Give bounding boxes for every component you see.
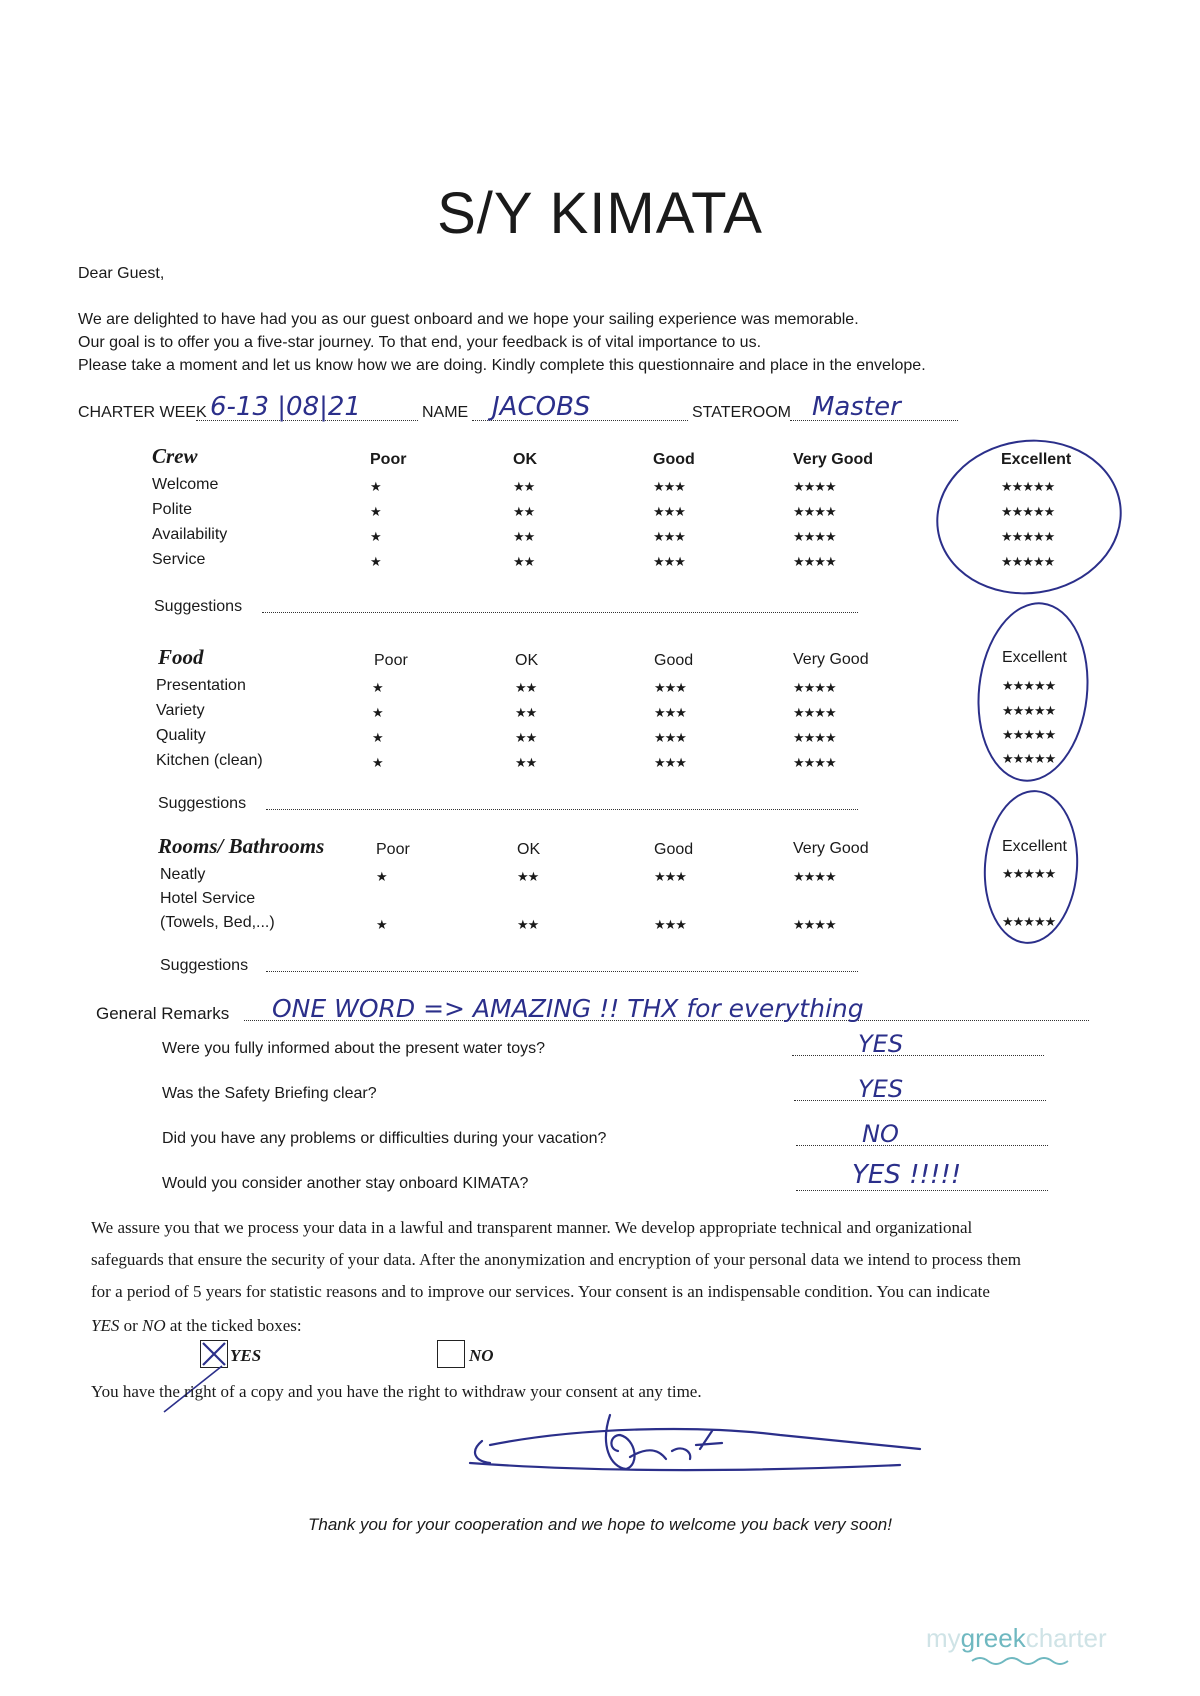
star-rating[interactable]: ★ [370,529,381,544]
charter-week-field[interactable]: 6-13 |08|21 [210,392,361,422]
food-item-variety: Variety [156,702,205,719]
general-remarks-label: General Remarks [96,1004,230,1023]
answer-water-toys[interactable]: YES [858,1030,904,1058]
stateroom-field[interactable]: Master [812,392,901,422]
crew-item-welcome: Welcome [152,476,219,493]
name-field[interactable]: JACOBS [492,392,591,422]
food-item-presentation: Presentation [156,677,246,694]
star-rating[interactable]: ★★ [515,755,537,770]
star-rating[interactable]: ★ [372,705,383,720]
star-rating[interactable]: ★★★★ [793,554,836,569]
question-problems: Did you have any problems or difficulties during your vacation? [162,1130,607,1147]
intro-line-1: We are delighted to have had you as our guest onboard and we hope your sailing experience was memorable. [78,311,859,328]
document-title: S/Y KIMATA [437,181,763,246]
charter-week-label: CHARTER WEEK [78,404,207,421]
star-rating[interactable]: ★ [370,479,381,494]
signature-image [460,1405,930,1485]
star-rating[interactable]: ★★ [517,917,539,932]
crew-header-poor: Poor [370,451,407,468]
food-item-kitchen: Kitchen (clean) [156,752,263,769]
star-rating[interactable]: ★★★ [653,529,685,544]
question-water-toys: Were you fully informed about the present water toys? [162,1040,546,1057]
rooms-suggestions-label: Suggestions [160,957,249,974]
star-rating[interactable]: ★★★★★ [1002,727,1056,742]
consent-line-3: for a period of 5 years for statistic reasons and to improve our services. Your consent is an indispensable condition. You can indicate [91,1282,990,1301]
food-excellent-circle-mark [969,597,1097,788]
rooms-header-ok: OK [517,841,541,858]
rooms-item-towels-bed: (Towels, Bed,...) [160,914,275,931]
wave-icon [970,1656,1074,1666]
crew-section-title: Crew [152,444,198,468]
star-rating[interactable]: ★★★ [654,869,686,884]
food-header-good: Good [654,652,694,669]
question-safety-briefing: Was the Safety Briefing clear? [162,1085,377,1102]
rooms-header-good: Good [654,841,694,858]
star-rating[interactable]: ★★★★★ [1001,554,1055,569]
star-rating[interactable]: ★★★★★ [1002,703,1056,718]
consent-yes-label: YES [230,1346,262,1365]
rooms-item-neatly: Neatly [160,866,206,883]
rooms-excellent-circle-mark [979,787,1084,947]
crew-header-very-good: Very Good [793,451,874,468]
food-item-quality: Quality [156,727,206,744]
star-rating[interactable]: ★★★★ [793,680,836,695]
intro-line-3: Please take a moment and let us know how we are doing. Kindly complete this questionnaire and place in the envelope. [78,357,926,374]
food-header-poor: Poor [374,652,408,669]
answer-safety-briefing[interactable]: YES [858,1075,904,1103]
answer-problems[interactable]: NO [862,1120,899,1148]
food-header-excellent: Excellent [1002,649,1067,666]
answer-another-stay[interactable]: YES !!!!! [852,1160,962,1190]
star-rating[interactable]: ★★★★ [793,529,836,544]
star-rating[interactable]: ★★ [515,730,537,745]
rooms-suggestions-input[interactable] [266,971,858,972]
crew-suggestions-input[interactable] [262,612,858,613]
star-rating[interactable]: ★★ [513,554,535,569]
thank-you-note: Thank you for your cooperation and we hope to welcome you back very soon! [307,1515,892,1534]
star-rating[interactable]: ★★★ [654,755,686,770]
star-rating[interactable]: ★★★ [654,705,686,720]
star-rating[interactable]: ★★★★ [793,755,836,770]
question-another-stay: Would you consider another stay onboard KIMATA? [162,1175,529,1192]
star-rating[interactable]: ★ [370,504,381,519]
star-rating[interactable]: ★★★★★ [1002,914,1056,929]
star-rating[interactable]: ★★★★★ [1001,529,1055,544]
greeting: Dear Guest, [78,265,165,282]
star-rating[interactable]: ★★★ [653,504,685,519]
consent-line-4: YES or NO at the ticked boxes: [91,1316,302,1335]
star-rating[interactable]: ★ [376,917,387,932]
star-rating[interactable]: ★★★★ [793,869,836,884]
star-rating[interactable]: ★★★ [653,479,685,494]
star-rating[interactable]: ★★★★ [793,705,836,720]
watermark-logo: mygreekcharter [926,1623,1107,1653]
star-rating[interactable]: ★ [372,730,383,745]
star-rating[interactable]: ★★★★ [793,479,836,494]
stateroom-label: STATEROOM [692,404,791,421]
star-rating[interactable]: ★★ [515,705,537,720]
crew-excellent-circle-mark [926,428,1132,606]
star-rating[interactable]: ★★ [517,869,539,884]
intro-line-2: Our goal is to offer you a five-star journey. To that end, your feedback is of vital importance to us. [78,334,762,351]
rooms-header-very-good: Very Good [793,840,869,857]
food-suggestions-input[interactable] [266,809,858,810]
crew-item-service: Service [152,551,206,568]
star-rating[interactable]: ★★★ [653,554,685,569]
star-rating[interactable]: ★★★★★ [1002,678,1056,693]
star-rating[interactable]: ★★★ [654,680,686,695]
star-rating[interactable]: ★★★★ [793,917,836,932]
crew-header-ok: OK [513,451,537,468]
star-rating[interactable]: ★ [376,869,387,884]
star-rating[interactable]: ★★ [515,680,537,695]
star-rating[interactable]: ★★★ [654,730,686,745]
consent-line-1: We assure you that we process your data in a lawful and transparent manner. We develop appropriate technical and organizational [91,1218,973,1237]
star-rating[interactable]: ★★★★ [793,504,836,519]
star-rating[interactable]: ★★★★ [793,730,836,745]
rooms-item-hotel-service: Hotel Service [160,890,256,907]
food-suggestions-label: Suggestions [158,795,247,812]
crew-header-excellent: Excellent [1001,451,1072,468]
food-header-ok: OK [515,652,539,669]
star-rating[interactable]: ★★★★★ [1002,866,1056,881]
crew-item-polite: Polite [152,501,193,518]
star-rating[interactable]: ★★★★★ [1001,479,1055,494]
rooms-header-poor: Poor [376,841,410,858]
consent-no-checkbox[interactable] [437,1340,465,1368]
rooms-section-title: Rooms/ Bathrooms [158,834,325,858]
star-rating[interactable]: ★★ [513,529,535,544]
consent-rights: You have the right of a copy and you have the right to withdraw your consent at any time. [91,1382,702,1401]
food-header-very-good: Very Good [793,651,869,668]
consent-line-2: safeguards that ensure the security of your data. After the anonymization and encryption of your personal data we intend to process them [91,1250,1021,1269]
crew-item-availability: Availability [152,526,228,543]
consent-no-label: NO [469,1346,494,1365]
food-section-title: Food [158,645,204,669]
star-rating[interactable]: ★ [372,755,383,770]
crew-suggestions-label: Suggestions [154,598,243,615]
rooms-header-excellent: Excellent [1002,838,1067,855]
name-label: NAME [422,404,469,421]
crew-header-good: Good [653,451,695,468]
star-rating[interactable]: ★★★★★ [1001,504,1055,519]
star-rating[interactable]: ★★ [513,504,535,519]
star-rating[interactable]: ★★ [513,479,535,494]
star-rating[interactable]: ★★★★★ [1002,751,1056,766]
star-rating[interactable]: ★ [370,554,381,569]
star-rating[interactable]: ★★★ [654,917,686,932]
general-remarks-field[interactable]: ONE WORD => AMAZING !! THX for everything [272,994,864,1023]
star-rating[interactable]: ★ [372,680,383,695]
